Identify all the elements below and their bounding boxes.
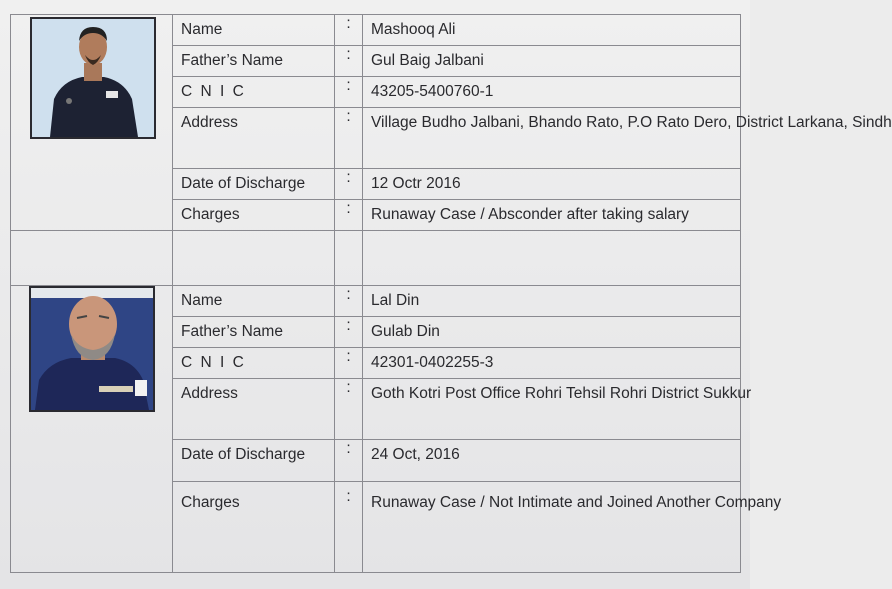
field-separator: : [335,200,363,231]
record-2-portrait [31,288,153,410]
field-label: Address [173,108,335,169]
field-label: Father’s Name [173,317,335,348]
field-value: Gul Baig Jalbani [363,46,741,77]
field-value: Mashooq Ali [363,15,741,46]
field-label: Name [173,15,335,46]
field-value: Village Budho Jalbani, Bhando Rato, P.O Rato Dero, District Larkana, Sindh [363,108,741,169]
record-2-row-name [11,286,741,317]
empty-cell [11,231,173,286]
field-separator: : [335,440,363,482]
field-separator: : [335,46,363,77]
field-separator: : [335,169,363,200]
field-label: Name [173,286,335,317]
field-label: Address [173,379,335,440]
record-separator-row [11,231,741,286]
field-value: Lal Din [363,286,741,317]
field-value: Gulab Din [363,317,741,348]
field-value: 43205-5400760-1 [363,77,741,108]
field-separator: : [335,286,363,317]
field-separator: : [335,77,363,108]
discharge-records-table [10,14,892,573]
empty-cell [173,231,335,286]
empty-cell [335,231,363,286]
field-separator: : [335,482,363,573]
field-value: Goth Kotri Post Office Rohri Tehsil Rohri District Sukkur [363,379,741,440]
field-value: Runaway Case / Absconder after taking salary [363,200,741,231]
field-label: Date of Discharge [173,440,335,482]
record-2-photo-cell [11,286,173,573]
field-label: C N I C [173,77,335,108]
record-1-portrait [32,19,154,137]
field-separator: : [335,15,363,46]
field-separator: : [335,317,363,348]
field-value: Runaway Case / Not Intimate and Joined Another Company [363,482,741,573]
field-separator: : [335,108,363,169]
record-1-photo-cell [11,15,173,231]
field-separator: : [335,379,363,440]
person-photo-icon [30,17,156,139]
field-label: Father’s Name [173,46,335,77]
field-label: Date of Discharge [173,169,335,200]
field-label: C N I C [173,348,335,379]
field-value: 12 Octr 2016 [363,169,741,200]
field-value: 24 Oct, 2016 [363,440,741,482]
person-photo-icon [29,286,155,412]
empty-cell [363,231,741,286]
field-label: Charges [173,482,335,573]
field-value: 42301-0402255-3 [363,348,741,379]
field-label: Charges [173,200,335,231]
field-separator: : [335,348,363,379]
record-1-row-name [11,15,741,46]
